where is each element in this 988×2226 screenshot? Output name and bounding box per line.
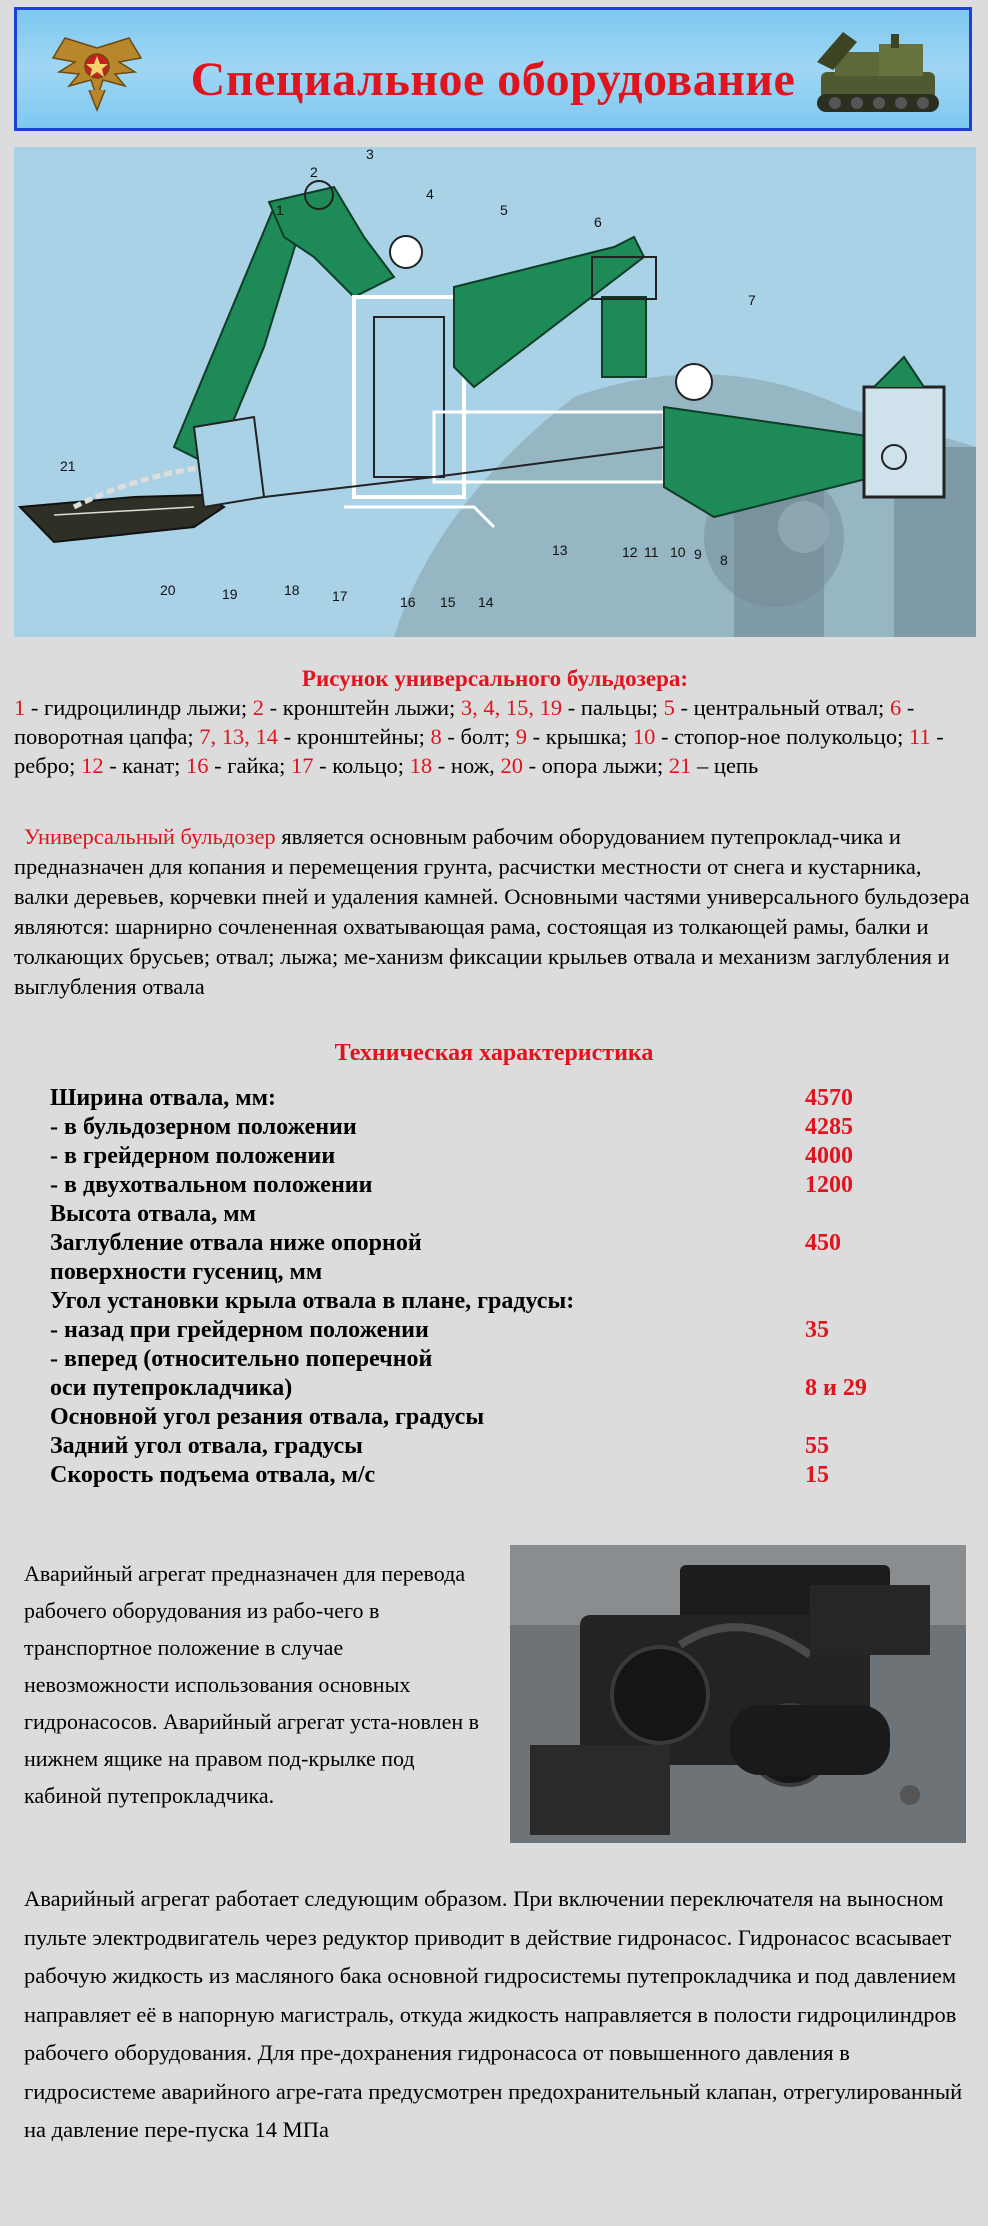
legend-text: – цепь — [691, 753, 759, 778]
tech-label: Ширина отвала, мм: — [50, 1085, 276, 1111]
tech-row — [50, 1345, 950, 1374]
page-title: Специальное оборудование — [190, 53, 796, 106]
svg-text:12: 12 — [622, 544, 638, 560]
svg-text:3: 3 — [366, 147, 374, 162]
svg-text:18: 18 — [284, 582, 300, 598]
tech-label: Высота отвала, мм — [50, 1201, 256, 1227]
tech-value: 4000 — [805, 1143, 853, 1169]
svg-text:15: 15 — [440, 594, 456, 610]
svg-text:14: 14 — [478, 594, 494, 610]
legend-number: 8 — [430, 724, 442, 749]
legend-text: - гидроцилиндр лыжи; — [25, 695, 253, 720]
svg-text:5: 5 — [500, 202, 508, 218]
tech-row — [50, 1084, 950, 1113]
tech-label: оси путепрокладчика) — [50, 1375, 293, 1401]
legend-number: 17 — [291, 753, 314, 778]
tech-label: - в бульдозерном положении — [50, 1114, 357, 1140]
legend-text: - канат; — [103, 753, 187, 778]
svg-text:11: 11 — [644, 544, 659, 560]
tech-value: 15 — [805, 1462, 829, 1488]
svg-text:21: 21 — [60, 458, 76, 474]
highlight-term: Универсальный бульдозер — [24, 824, 276, 849]
legend-text: - поворотная цапфа; — [14, 695, 915, 749]
legend-number: 11 — [908, 724, 931, 749]
legend-text: - опора лыжи; — [522, 753, 669, 778]
svg-text:20: 20 — [160, 582, 176, 598]
legend-number: 12 — [81, 753, 104, 778]
tech-row — [50, 1258, 950, 1287]
svg-text:9: 9 — [694, 546, 702, 562]
tech-label: - назад при грейдерном положении — [50, 1317, 429, 1343]
legend-text: - кольцо; — [313, 753, 410, 778]
legend-number: 21 — [668, 753, 692, 778]
tech-label: Основной угол резания отвала, градусы — [50, 1404, 485, 1430]
legend-text: - болт; — [441, 724, 516, 749]
military-vehicle-icon — [813, 22, 943, 122]
legend-number: 2 — [252, 695, 264, 720]
legend-number: 3, 4, 15, 19 — [460, 695, 563, 720]
tech-row — [50, 1432, 950, 1461]
tech-value: 4570 — [805, 1085, 853, 1111]
svg-text:8: 8 — [720, 552, 728, 568]
tech-row — [50, 1374, 950, 1403]
tech-specs-title: Техническая характеристика — [334, 1040, 654, 1066]
legend-number: 18 — [409, 753, 433, 778]
description-text: является основным рабочим оборудованием путепроклад-чика и предназначен для копания и перемещения грунта, расчистки местности от снега и кустарника, валки деревьев, корчевки пней и удаления камней. Основными частями универсального бульдозера являются: шарнирно сочлененная охватывающая рама, состоящая из толкающей рамы, балки и толкающих брусьев; отвал; лыжа; ме-ханизм фиксации крыльев отвала и механизм заглубления и выглубления отвала — [14, 824, 970, 999]
legend-number: 7, 13, 14 — [199, 724, 279, 749]
tech-value: 55 — [805, 1433, 829, 1459]
legend-text: - нож, — [432, 753, 501, 778]
tech-value: 8 и 29 — [805, 1375, 867, 1401]
tech-row — [50, 1287, 950, 1316]
legend-text: - ребро; — [14, 724, 944, 778]
legend-text: - пальцы; — [562, 695, 664, 720]
tech-row — [50, 1113, 950, 1142]
emergency-unit-photo — [510, 1545, 966, 1843]
svg-text:7: 7 — [748, 292, 756, 308]
tech-label: - в грейдерном положении — [50, 1143, 336, 1169]
emergency-unit-operation: Аварийный агрегат работает следующим образом. При включении переключателя на выносном пульте электродвигатель через редуктор приводит в действие гидронасос. Гидронасос всасывает рабочую жидкость из масляного бака основной гидросистемы путепрокладчика и под давлением направляет её в напорную магистраль, откуда жидкость направляется в полости гидроцилиндров рабочего оборудования. Для пре-дохранения гидронасоса от повышенного давления в гидросистеме аварийного агре-гата предусмотрен предохранительный клапан, отрегулированный на давление пере-пуска 14 МПа — [24, 1886, 963, 2142]
legend-text: - гайка; — [208, 753, 291, 778]
caption-title: Рисунок универсального бульдозера: — [301, 666, 689, 691]
tech-row — [50, 1461, 950, 1490]
legend-number: 5 — [663, 695, 675, 720]
tech-row — [50, 1403, 950, 1432]
tech-value: 450 — [805, 1230, 841, 1256]
tech-label: - вперед (относительно поперечной — [50, 1346, 433, 1372]
tech-label: Скорость подъема отвала, м/с — [50, 1462, 376, 1488]
tech-row — [50, 1142, 950, 1171]
svg-text:10: 10 — [670, 544, 686, 560]
svg-text:2: 2 — [310, 164, 318, 180]
svg-text:1: 1 — [276, 202, 284, 218]
tech-value: 1200 — [805, 1172, 853, 1198]
tech-label: Угол установки крыла отвала в плане, градусы: — [50, 1288, 575, 1314]
bulldozer-diagram — [14, 147, 976, 637]
tech-row — [50, 1171, 950, 1200]
tech-row — [50, 1200, 950, 1229]
tech-label: Задний угол отвала, градусы — [50, 1433, 363, 1459]
tech-specs-table — [50, 1084, 950, 1490]
tech-value: 35 — [805, 1317, 829, 1343]
tech-label: - в двухотвальном положении — [50, 1172, 373, 1198]
legend-number: 16 — [186, 753, 209, 778]
header-banner — [14, 7, 972, 131]
svg-text:13: 13 — [552, 542, 568, 558]
tech-label: поверхности гусениц, мм — [50, 1259, 323, 1285]
legend-text: - кронштейны; — [278, 724, 431, 749]
legend-text: - крышка; — [527, 724, 633, 749]
legend-number: 10 — [632, 724, 656, 749]
tech-row — [50, 1316, 950, 1345]
tech-row — [50, 1229, 950, 1258]
legend-text: - стопор-ное полукольцо; — [655, 724, 909, 749]
legend-number: 6 — [889, 695, 902, 720]
legend-text: - кронштейн лыжи; — [263, 695, 461, 720]
svg-text:4: 4 — [426, 186, 434, 202]
tech-label: Заглубление отвала ниже опорной — [50, 1230, 422, 1256]
legend-number: 9 — [515, 724, 528, 749]
svg-text:17: 17 — [332, 588, 348, 604]
bulldozer-drawing — [14, 147, 976, 637]
tech-value: 4285 — [805, 1114, 853, 1140]
legend-text: - центральный отвал; — [674, 695, 890, 720]
bulldozer-description — [14, 822, 976, 1002]
svg-text:19: 19 — [222, 586, 238, 602]
svg-text:16: 16 — [400, 594, 416, 610]
emergency-unit-description: Аварийный агрегат предназначен для перевода рабочего оборудования из рабо-чего в транспортное положение в случае невозможности использования основных гидронасосов. Аварийный агрегат уста-новлен в нижнем ящике на правом под-крылке под кабиной путепрокладчика. — [24, 1561, 480, 1808]
caption-legend — [14, 693, 976, 780]
legend-number: 20 — [500, 753, 523, 778]
diagram-caption — [14, 664, 976, 780]
svg-text:6: 6 — [594, 214, 602, 230]
legend-number: 1 — [14, 695, 26, 720]
